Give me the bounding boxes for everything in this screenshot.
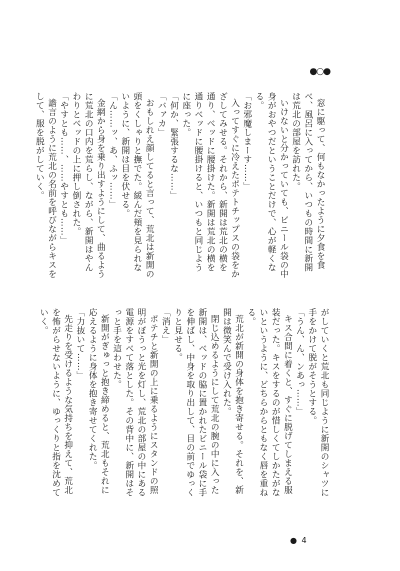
body-text-lower: がしていくと荒北も同じように新開のシャツに手をかけて脱がそうとする。 「うん、ん、ンあっ……」 キス合間に着くと、すぐに脱げてしまえる服装だった。キスをするのが惜しくてしかたがないというように、どちらからともなく唇を重ねる。 荒北が新開の身体を抱き寄せる。それを、新開は微笑んで受け入れた。 閉じ込めるようにして荒北の腕の中に入った新開は、ベッドの脇に置かれたビニール袋に手を伸ばし、中身を取り出して、目の前でゆっくりと見せる。 「消え」 ポテチと新開の上に乗るようにスタンドの照明がぼうっと光を灯し、荒北の部屋の中にある電源をすべて落とした。その背中に、新開はそっと手を這わせた。 新開がぎゅっと抱き締めると、荒北もそれに応えるように身体を抱き寄せてくれた。 「力抜いて……」 先走りを受けるような気持ちを抑えて、荒北を怖がらせないように、ゆっくりと指を沈めていく。 <box>38 308 329 497</box>
page-number: ● 4 <box>290 536 308 545</box>
body-text-upper: 窓に駆って、何もなかったように夕食を食べ、風呂に入ってから、いつもの時間に新開は荒北の部屋を訪れた。 いけないと分かっていても、ビニール袋の中身がおやつだということだけで、心が軽くなる。 「お邪魔しまーす……」 入ってすぐに冷えたポテトチップスの袋をかざしてみせる。それから、新開は荒北の横を通り、ベッドに腰掛けた。新開は荒北の横を通りベッドに腰掛けると、いつもと同じように座った。 「何か、緊張するな……」 「バァカ」 おもしれえ顔してると言って、荒北は新開の頭をくしゃりと撫でた。緩んだ頬を見られないように、新開は目を伏せる。 「ん……ッ、あ、ふッ……」 金網から身を乗り出すようにして、曲るように荒北の口内を荒らし、ながら、新開はやんわりとベッドの上に押し倒された。 「やすとも……、……やすとも……」 譫言のように荒北の名前を呼びながらキスをして、服を脱がしていく。 <box>34 92 325 279</box>
section-ornament: ●○● <box>309 67 330 77</box>
